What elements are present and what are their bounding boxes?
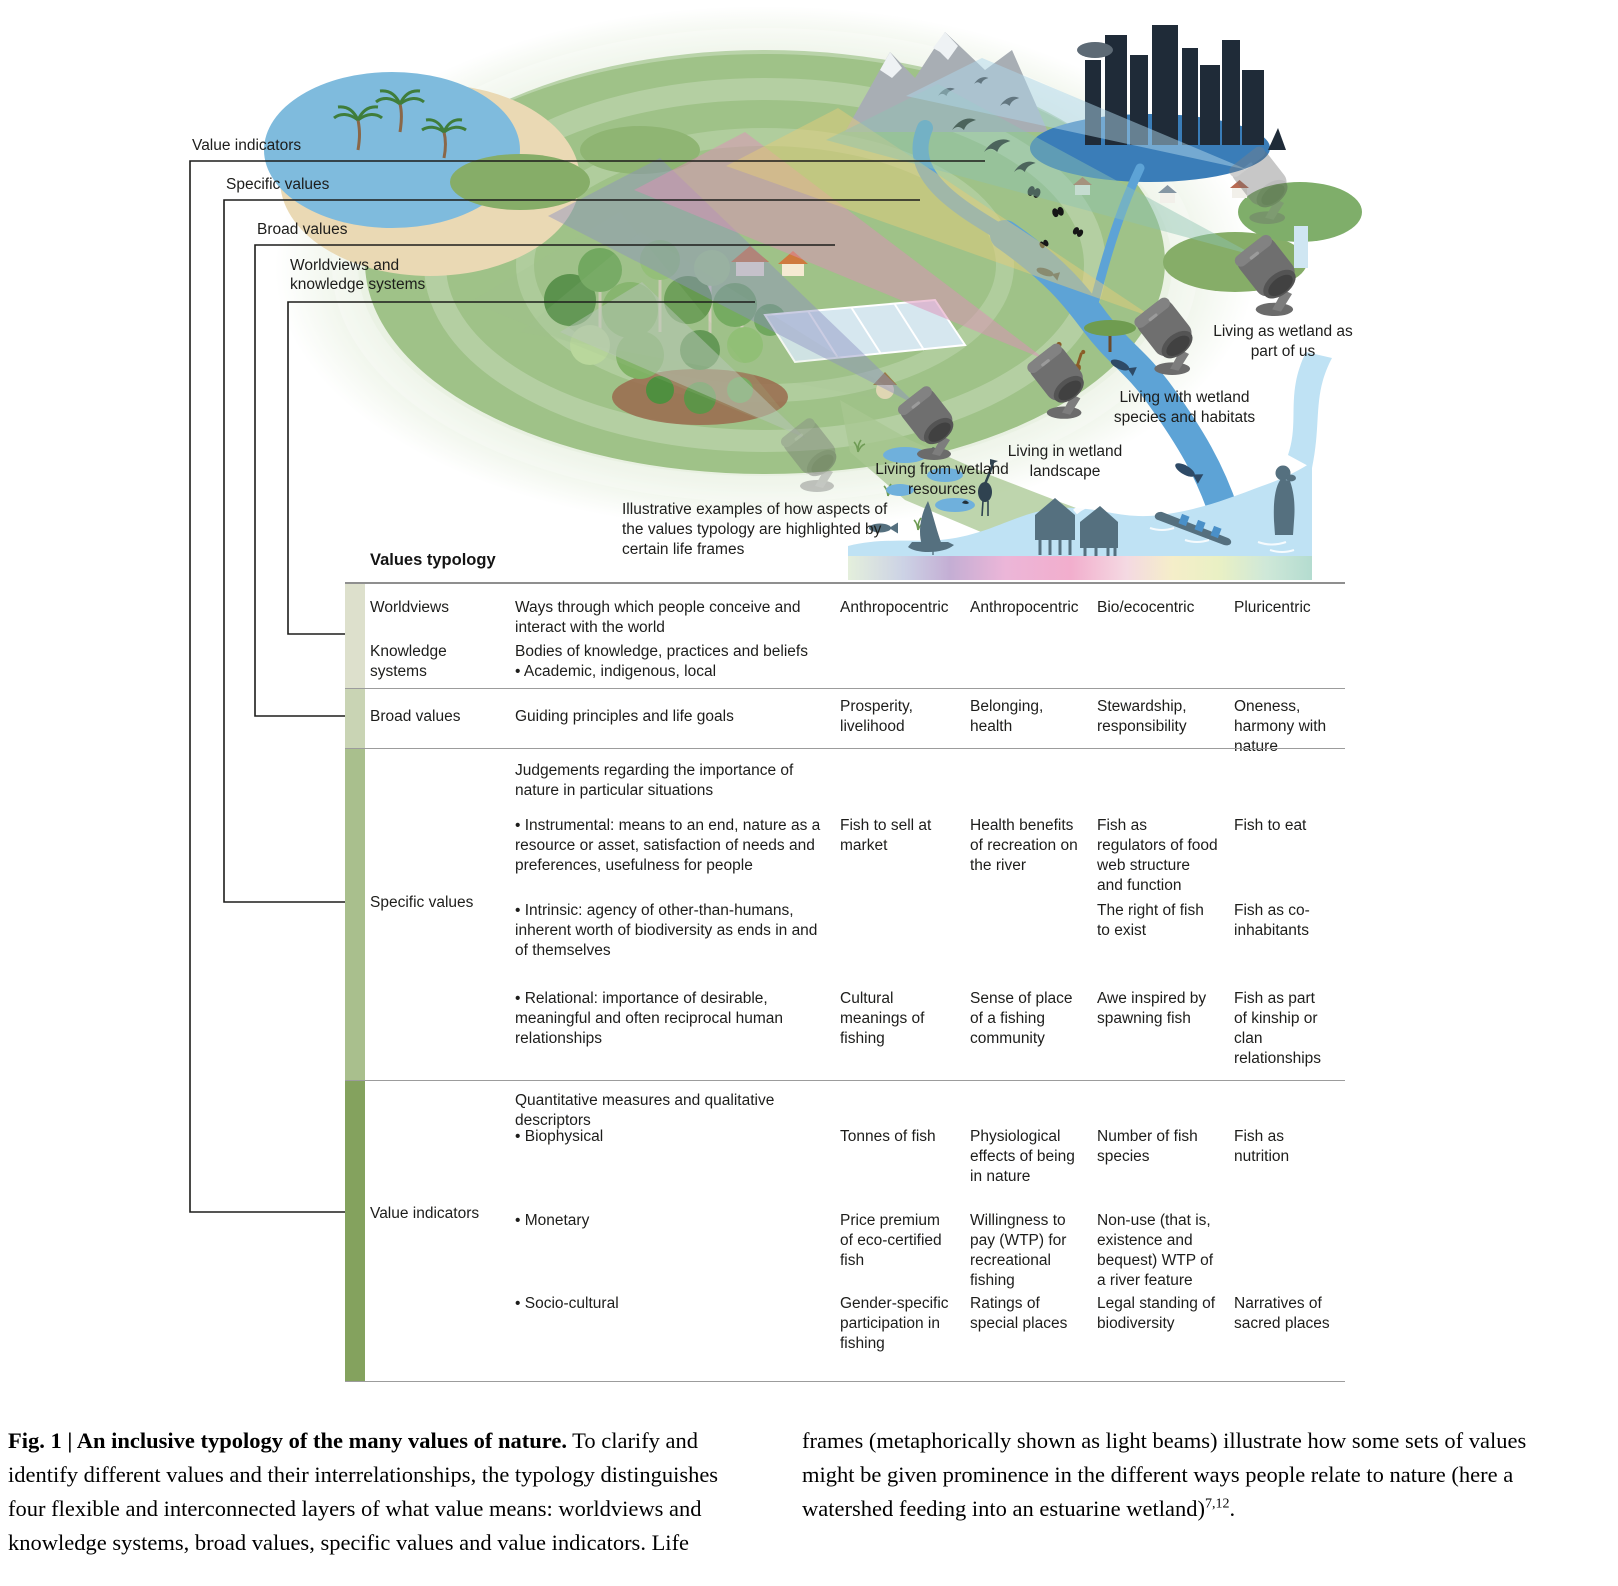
cell: Number of fish species <box>1097 1128 1198 1166</box>
cell: Fish as regulators of food web structure and function <box>1097 817 1218 895</box>
cell: Belonging, health <box>970 698 1044 736</box>
cell: The right of fish to exist <box>1097 902 1204 940</box>
cell: Cultural meanings of fishing <box>840 990 925 1048</box>
section-intro-row <box>515 1091 1345 1131</box>
section-intro: Quantitative measures and qualitative descriptors <box>515 1092 775 1130</box>
cell: Awe inspired by spawning fish <box>1097 990 1207 1028</box>
label-specific-values: Specific values <box>226 176 330 193</box>
waterfall-icon <box>1294 226 1308 268</box>
row-desc: • Socio-cultural <box>515 1295 619 1312</box>
life-frame-label-living-with: Living with wetland species and habitats <box>1113 389 1256 426</box>
section-intro-row <box>515 761 1345 801</box>
section-intro: Judgements regarding the importance of nature in particular situations <box>515 762 794 800</box>
section-label: Specific values <box>370 894 474 911</box>
cell: Oneness, harmony with nature <box>1234 698 1327 756</box>
estuary-icon <box>1288 352 1332 468</box>
section-bar <box>345 584 365 690</box>
table-row <box>370 642 1345 682</box>
caption-period: . <box>1229 1496 1236 1521</box>
person-in-water-icon <box>1274 466 1296 536</box>
figure-caption-right <box>802 1424 1550 1526</box>
figure-caption-left <box>8 1424 760 1560</box>
cell: Fish to eat <box>1234 817 1307 834</box>
life-frame-label-living-in: Living in wetland landscape <box>1007 443 1123 480</box>
row-desc: Ways through which people conceive and interact with the world <box>515 599 801 637</box>
section-label: Value indicators <box>370 1205 480 1222</box>
row-label: Knowledge systems <box>370 643 447 681</box>
table-row <box>515 1211 1345 1292</box>
row-desc: • Biophysical <box>515 1128 604 1145</box>
cell: Fish to sell at market <box>840 817 932 855</box>
cell: Anthropocentric <box>970 599 1079 616</box>
row-desc: • Intrinsic: agency of other-than-humans, inherent worth of biodiversity as ends in and of themselves <box>515 902 818 960</box>
row-desc: Guiding principles and life goals <box>515 708 734 725</box>
cell: Non-use (that is, existence and bequest) WTP of a river feature <box>1097 1212 1214 1290</box>
section-broad-values <box>345 688 1345 756</box>
cell: Narratives of sacred places <box>1234 1295 1330 1333</box>
cell <box>1234 1211 1345 1292</box>
life-frame-label-living-as: Living as wetland as part of us <box>1213 323 1353 360</box>
section-value-indicators <box>345 1080 1345 1382</box>
cell: Physiological effects of being in nature <box>970 1128 1075 1186</box>
caption-bold: Fig. 1 | An inclusive typology of the many values of nature. <box>8 1428 567 1453</box>
cell: Fish as co-inhabitants <box>1234 902 1310 940</box>
section-bar <box>345 1081 365 1381</box>
section-bar <box>345 689 365 749</box>
cell <box>840 901 970 961</box>
cell: Legal standing of biodiversity <box>1097 1295 1216 1333</box>
cell: Ratings of special places <box>970 1295 1068 1333</box>
table-row <box>370 598 1345 638</box>
cell: Health benefits of recreation on the river <box>970 817 1078 875</box>
cell: Sense of place of a fishing community <box>970 990 1073 1048</box>
caption-right-text: frames (metaphorically shown as light beams) illustrate how some sets of values might be given prominence in the different ways people relate to nature (here a watershed feeding into an estuarine wetland) <box>802 1428 1527 1521</box>
cell: Pluricentric <box>1234 599 1311 616</box>
life-frame-label-living-from: Living from wetland resources <box>875 461 1009 498</box>
section-worldviews <box>345 582 1345 690</box>
section-bar <box>345 749 365 1081</box>
cell: Bio/ecocentric <box>1097 599 1195 616</box>
table-row <box>515 989 1345 1070</box>
cell: Tonnes of fish <box>840 1128 936 1145</box>
cell: Willingness to pay (WTP) for recreational fishing <box>970 1212 1067 1290</box>
desc-bullet: • Academic, indigenous, local <box>515 663 717 681</box>
cell: Gender-specific participation in fishing <box>840 1295 949 1353</box>
table-title: Values typology <box>370 551 496 569</box>
label-value-indicators: Value indicators <box>192 137 302 154</box>
row-label: Broad values <box>370 708 461 725</box>
table-row <box>515 816 1345 897</box>
caption-left-text: To clarify and identify different values and their interrelationships, the typology distinguishes four flexible and interconnected layers of what value means: worldviews and knowledge systems, broad values, specific values and value indicators. Life <box>8 1428 719 1555</box>
label-broad-values: Broad values <box>257 221 348 238</box>
table-row <box>515 1127 1345 1187</box>
cell: Anthropocentric <box>840 599 949 616</box>
cell: Stewardship, responsibility <box>1097 698 1187 736</box>
row-desc: • Relational: importance of desirable, meaningful and often reciprocal human relationships <box>515 990 783 1048</box>
row-desc <box>515 642 840 682</box>
row-label: Worldviews <box>370 599 449 616</box>
row-desc: • Instrumental: means to an end, nature as a resource or asset, satisfaction of needs and preferences, usefulness for people <box>515 817 821 875</box>
life-frames-gradient-bar <box>848 556 1312 580</box>
caption-refs: 7,12 <box>1204 1496 1230 1512</box>
desc-line: Bodies of knowledge, practices and beliefs <box>515 643 808 660</box>
row-desc: • Monetary <box>515 1212 590 1229</box>
cell: Fish as nutrition <box>1234 1128 1290 1166</box>
label-worldviews: Worldviews and knowledge systems <box>290 257 426 293</box>
cell: Fish as part of kinship or clan relationships <box>1234 990 1322 1068</box>
table-row <box>515 901 1345 961</box>
cell: Prosperity, livelihood <box>840 698 913 736</box>
table-row <box>515 1294 1345 1354</box>
cell <box>970 901 1097 961</box>
cell: Price premium of eco-certified fish <box>840 1212 942 1270</box>
illustration-note: Illustrative examples of how aspects of the values typology are highlighted by certain life frames <box>622 501 888 558</box>
section-specific-values <box>345 748 1345 1081</box>
